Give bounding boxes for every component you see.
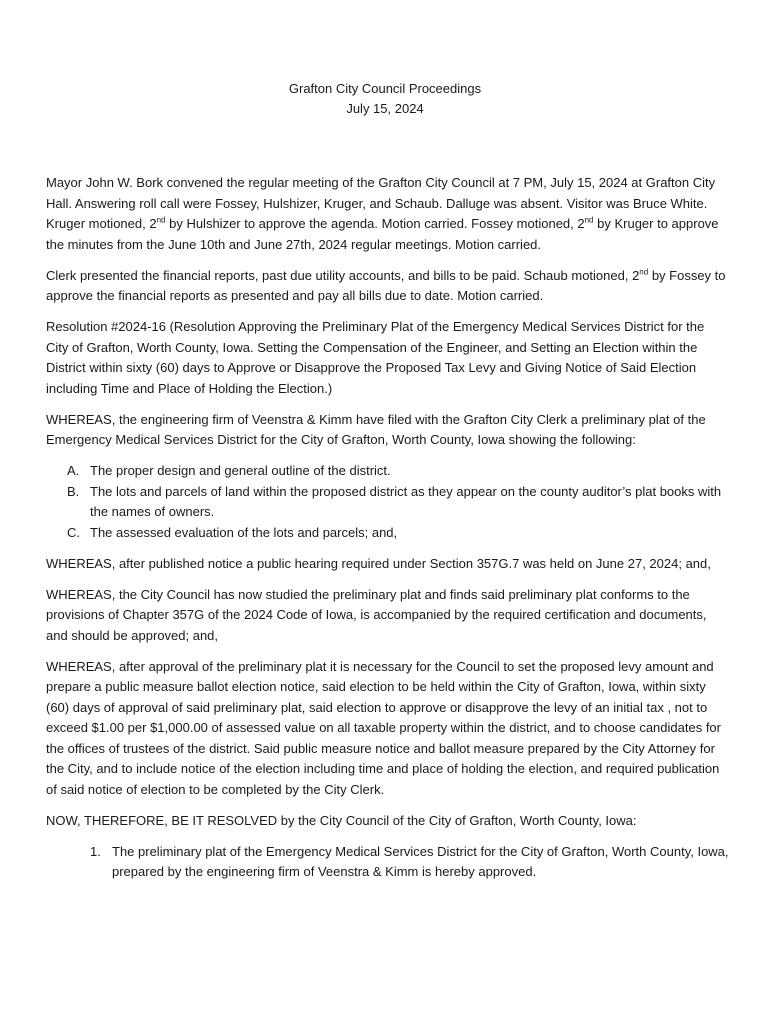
document-header	[0, 79, 770, 119]
paragraph-resolution-title: Resolution #2024-16 (Resolution Approving the Preliminary Plat of the Emergency Medical Services District for the City of Grafton, Worth County, Iowa. Setting the Compensation of the Engineer, and Setting an Election within the District within sixty (60) days to Approve or Disapprove the Proposed Tax Levy and Giving Notice of Said Election including Time and Place of Holding the Election.)	[46, 319, 705, 396]
document-title: Grafton City Council Proceedings	[288, 81, 482, 96]
paragraph-call-to-order: Mayor John W. Bork convened the regular meeting of the Grafton City Council at 7 PM, July 15, 2024 at Grafton City Hall. Answering roll call were Fossey, Hulshizer, Kruger, and Schaub. Dalluge was absent. Visitor was Bruce White. Kruger motioned, 2nd by Hulshizer to approve the agenda. Motion carried. Fossey motioned, 2nd by Kruger to approve the minutes from the June 10th and June 27th, 2024 regular meetings. Motion carried.	[46, 175, 719, 252]
list-marker: 1.	[90, 843, 101, 859]
list-item: C. The assessed evaluation of the lots and parcels; and,	[90, 523, 730, 544]
list-item: 1. The preliminary plat of the Emergency Medical Services District for the City of Grafton, Worth County, Iowa, prepared by the engineering firm of Veenstra & Kimm is hereby approved.	[90, 843, 729, 879]
numbered-list	[46, 842, 730, 883]
list-item: B. The lots and parcels of land within the proposed district as they appear on the county auditor’s plat books with the names of owners.	[67, 483, 722, 519]
paragraph-whereas-levy: WHEREAS, after approval of the preliminary plat it is necessary for the Council to set the proposed levy amount and prepare a public measure ballot election notice, said election to be held within the City of Grafton, Iowa, within sixty (60) days of approval of said preliminary plat, said election to approve or disapprove the levy of an initial tax , not to exceed $1.00 per $1,000.00 of assessed value on all taxable property within the district, and to choose candidates for the offices of trustees of the district. Said public measure notice and ballot measure prepared by the City Attorney for the City, and to include notice of the election including time and place of holding the election, and required publication of said notice of election to be completed by the City Clerk.	[46, 658, 721, 797]
list-marker: A.	[67, 463, 80, 478]
paragraph-whereas-engineering: WHEREAS, the engineering firm of Veenstra & Kimm have filed with the Grafton City Clerk a preliminary plat of the Emergency Medical Services District for the City of Grafton, Worth County, Iowa showing the following:	[46, 411, 706, 447]
paragraph-whereas-studied: WHEREAS, the City Council has now studied the preliminary plat and finds said preliminary plat conforms to the provisions of Chapter 357G of the 2024 Code of Iowa, is accompanied by the required certification and documents, and should be approved; and,	[46, 586, 707, 643]
document-body	[46, 173, 730, 883]
paragraph-financial-reports: Clerk presented the financial reports, past due utility accounts, and bills to be paid. Schaub motioned, 2nd by Fossey to approve the financial reports as presented and pay all bills due to date. Motion carried.	[46, 267, 726, 303]
document-date: July 15, 2024	[346, 101, 424, 116]
lettered-list	[46, 461, 730, 543]
list-marker: B.	[67, 483, 80, 499]
list-item: A. The proper design and general outline of the district.	[90, 461, 730, 482]
list-marker: C.	[67, 524, 80, 540]
paragraph-now-therefore: NOW, THEREFORE, BE IT RESOLVED by the City Council of the City of Grafton, Worth County, Iowa:	[46, 812, 637, 828]
paragraph-whereas-hearing: WHEREAS, after published notice a public hearing required under Section 357G.7 was held on June 27, 2024; and,	[46, 555, 711, 571]
